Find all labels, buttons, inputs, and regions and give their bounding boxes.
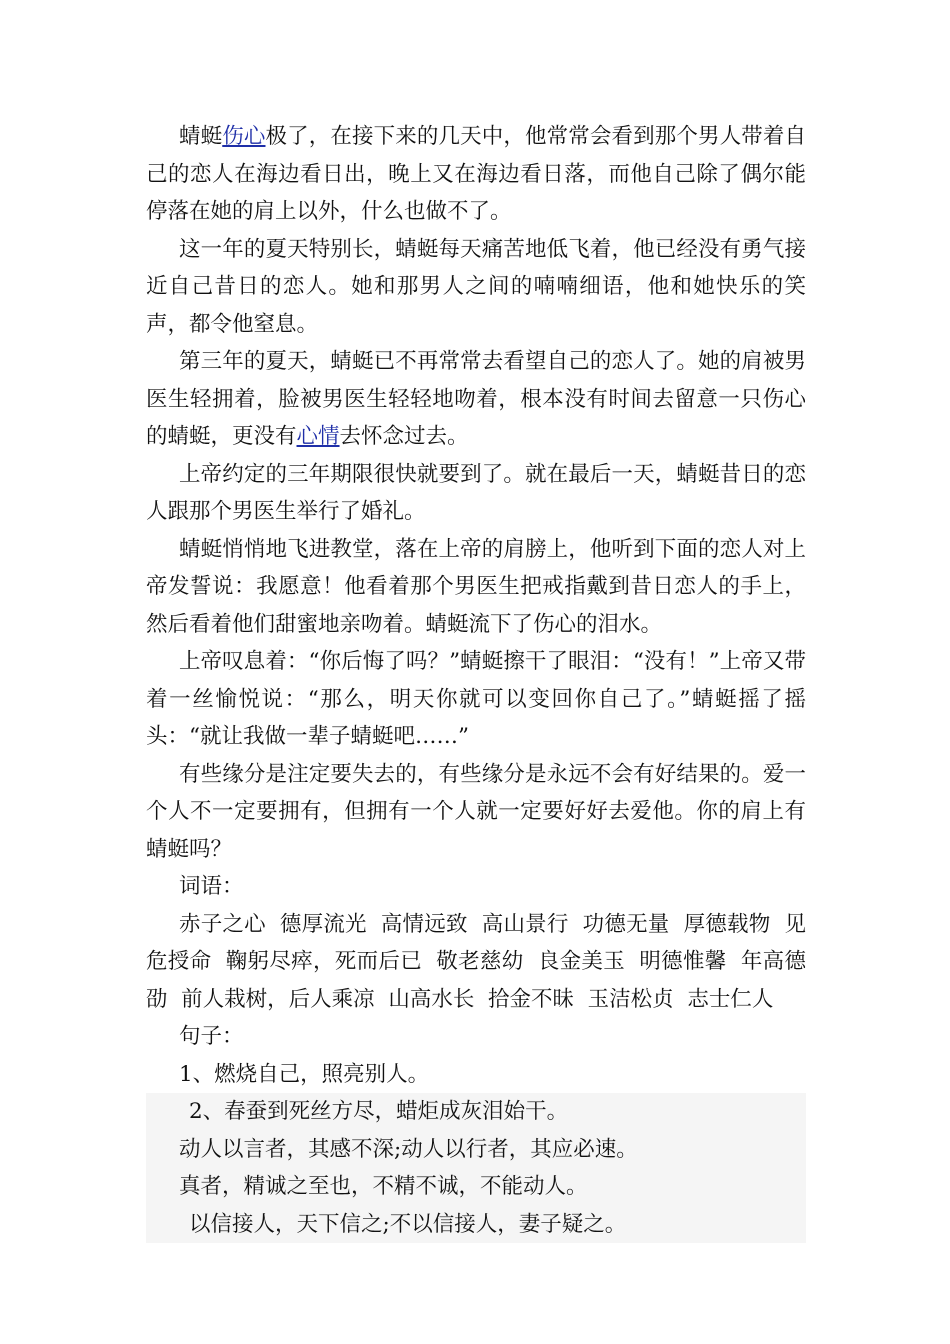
link-shangxin[interactable]: 伤心 [222, 124, 266, 149]
sentence-3: 动人以言者，其感不深;动人以行者，其应必速。 [146, 1131, 806, 1169]
document-page [146, 118, 806, 1243]
story-paragraph-5: 蜻蜓悄悄地飞进教堂，落在上帝的肩膀上，他听到下面的恋人对上帝发誓说：我愿意！他看着那个男医生把戒指戴到昔日恋人的手上，然后看着他们甜蜜地亲吻着。蜻蜓流下了伤心的泪水。 [146, 536, 806, 637]
sentence-5: 以信接人，天下信之;不以信接人，妻子疑之。 [146, 1206, 806, 1244]
paragraph-text: 极了，在接下来的几天中，他常常会看到那个男人带着自己的恋人在海边看日出，晚上又在海边看日落，而他自己除了偶尔能停落在她的肩上以外，什么也做不了。 [146, 124, 806, 224]
story-paragraph-6: 上帝叹息着：“你后悔了吗？”蜻蜓擦干了眼泪：“没有！”上帝又带着一丝愉悦说：“那么，明天你就可以变回你自己了。”蜻蜓摇了摇头：“就让我做一辈子蜻蜓吧……” [146, 649, 806, 749]
paragraph-text: 蜻蜓 [179, 124, 223, 149]
story-paragraph-3 [146, 343, 806, 456]
story-paragraph-4: 上帝约定的三年期限很快就要到了。就在最后一天，蜻蜓昔日的恋人跟那个男医生举行了婚礼。 [146, 461, 806, 524]
link-xinqing[interactable]: 心情 [296, 424, 340, 449]
story-paragraph-7: 有些缘分是注定要失去的，有些缘分是永远不会有好结果的。爱一个人不一定要拥有，但拥有一个人就一定要好好去爱他。你的肩上有蜻蜓吗？ [146, 761, 806, 862]
sentences-heading: 句子： [179, 1024, 244, 1049]
sentence-1: 1、燃烧自己，照亮别人。 [179, 1061, 430, 1087]
paragraph-text: 去怀念过去。 [339, 424, 469, 449]
vocab-list: 赤子之心 德厚流光 高情远致 高山景行 功德无量 厚德载物 见危授命 鞠躬尽瘁，死而后已 敬老慈幼 良金美玉 明德惟馨 年高德劭 前人栽树，后人乘凉 山高水长 拾金不昧 玉洁松贞 志士仁人 [146, 911, 806, 1012]
sentence-4: 真者，精诚之至也，不精不诚，不能动人。 [146, 1168, 806, 1206]
story-paragraph-1 [146, 118, 806, 231]
sentence-2: 2、春蚕到死丝方尽，蜡炬成灰泪始干。 [146, 1093, 806, 1131]
paragraph-text: 第三年的夏天，蜻蜓已不再常常去看望自己的恋人了。她的肩被男医生轻拥着，脸被男医生轻轻地吻着，根本没有时间去留意一只伤心的蜻蜓，更没有 [146, 349, 806, 449]
story-paragraph-2: 这一年的夏天特别长，蜻蜓每天痛苦地低飞着，他已经没有勇气接近自己昔日的恋人。她和那男人之间的喃喃细语，他和她快乐的笑声，都令他窒息。 [146, 236, 806, 337]
vocab-heading: 词语： [179, 874, 244, 899]
